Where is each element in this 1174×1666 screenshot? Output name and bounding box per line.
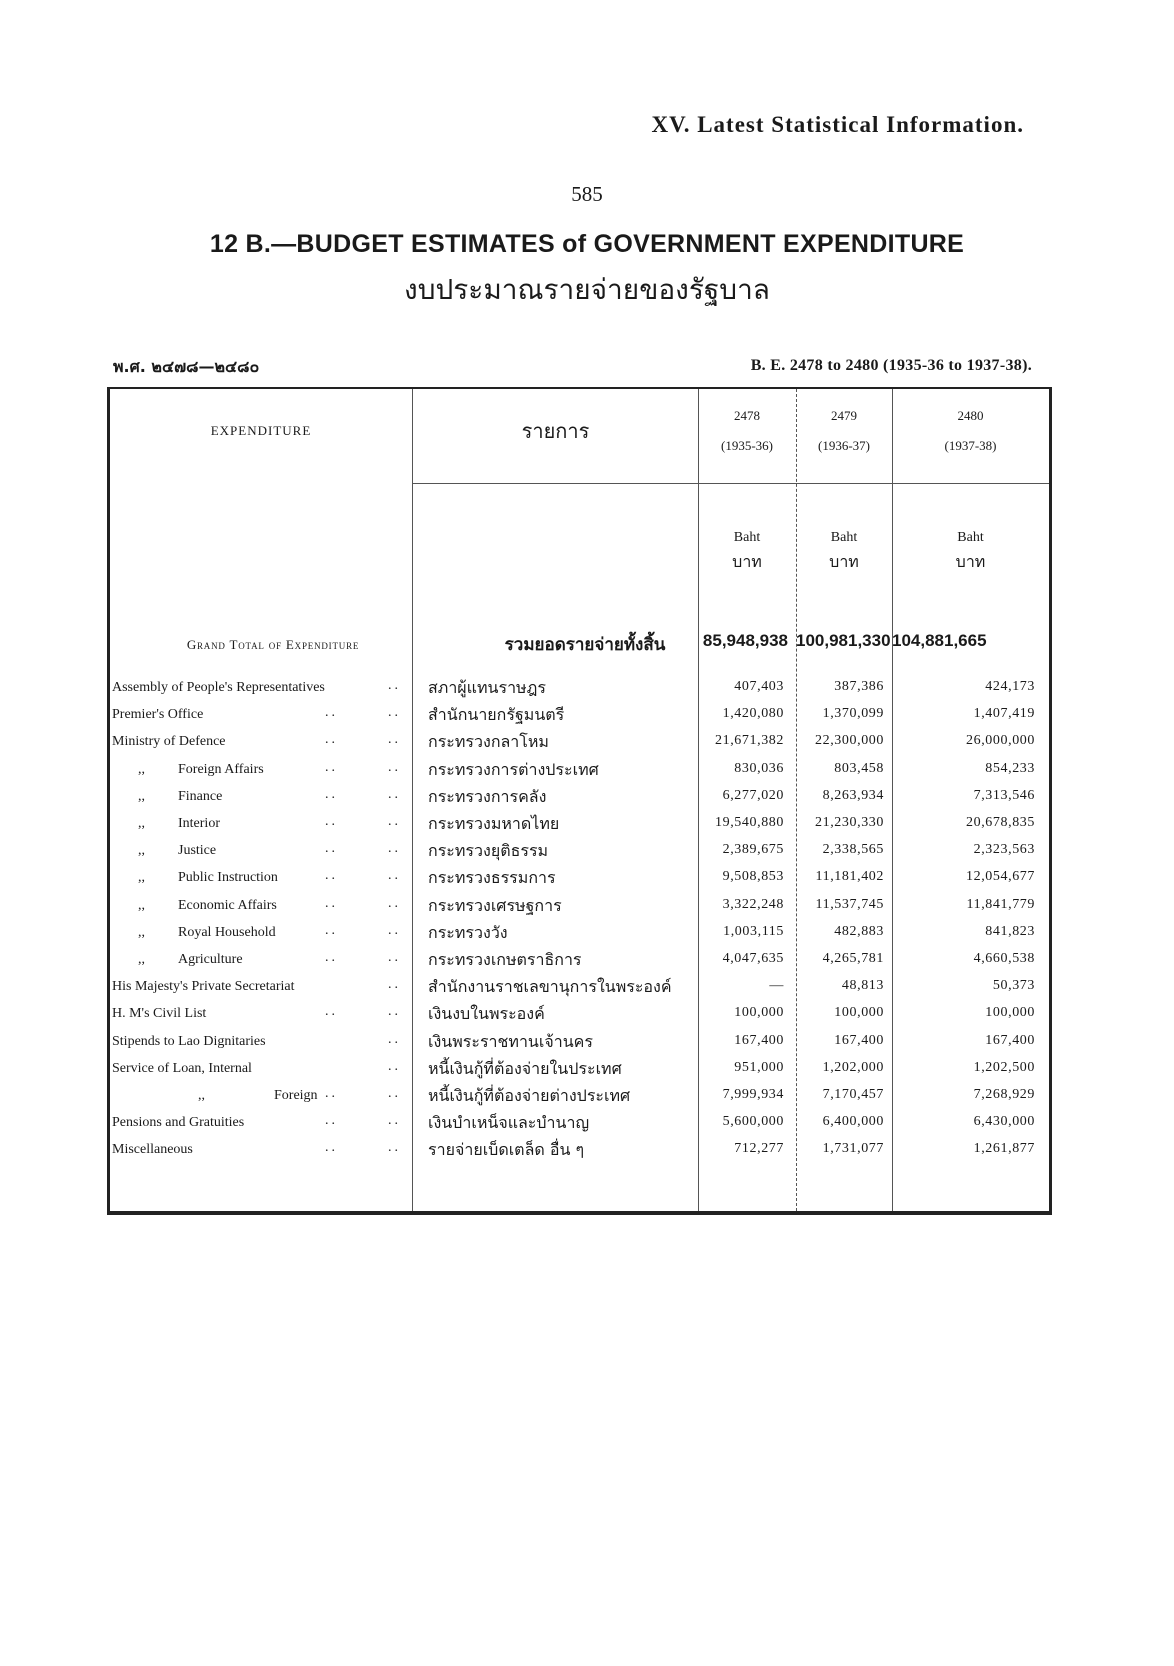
leader-dots: ..: [325, 732, 338, 748]
leader-dots: ..: [388, 1031, 401, 1047]
leader-dots: ..: [325, 705, 338, 721]
column-header-items-thai: รายการ: [521, 419, 590, 443]
row-label-thai: กระทรวงวัง: [428, 922, 508, 942]
row-label-english: Assembly of People's Representatives: [112, 680, 325, 695]
column-header-year-2: 2479 (1936-37): [818, 408, 870, 453]
leader-dots: ..: [325, 950, 338, 965]
grand-total-year-3: 104,881,665: [892, 631, 987, 650]
row-label-thai: กระทรวงการต่างประเทศ: [428, 759, 599, 779]
row-value-year-3: 841,823: [985, 923, 1035, 939]
table-row: [110, 1136, 1049, 1165]
row-value-year-3: 4,660,538: [973, 951, 1035, 966]
row-value-year-1: 19,540,880: [715, 815, 784, 830]
leader-dots: ..: [388, 895, 401, 911]
row-label-english: Service of Loan, Internal: [112, 1060, 252, 1076]
row-value-year-3: 100,000: [985, 1005, 1035, 1021]
row-value-year-3: 1,261,877: [973, 1141, 1035, 1157]
row-value-year-1: 21,671,382: [715, 733, 784, 749]
row-label-thai: สภาผู้แทนราษฎร: [428, 678, 546, 697]
row-value-year-1: 7,999,934: [722, 1087, 784, 1102]
date-range-thai: พ.ศ. ๒๔๗๘—๒๔๘๐: [113, 357, 260, 376]
row-label-thai: กระทรวงมหาดไทย: [428, 814, 560, 833]
row-label-english: Finance: [178, 788, 223, 804]
leader-dots: ..: [325, 759, 338, 775]
table-row: [110, 728, 1049, 757]
section-heading: XV. Latest Statistical Information.: [651, 112, 1024, 137]
row-label-english: Economic Affairs: [178, 897, 277, 913]
row-value-year-1: 167,400: [734, 1032, 784, 1048]
row-value-year-2: 8,263,934: [822, 787, 884, 803]
row-value-year-3: 26,000,000: [966, 733, 1035, 749]
leader-dots: ..: [388, 1140, 401, 1156]
row-value-year-1: 5,600,000: [722, 1114, 784, 1130]
row-value-year-1: 3,322,248: [722, 896, 784, 912]
row-label-english: Pensions and Gratuities: [112, 1115, 245, 1131]
row-value-year-2: 22,300,000: [815, 733, 884, 749]
row-value-year-2: 21,230,330: [815, 815, 884, 830]
table-row: [110, 919, 1049, 948]
row-value-year-2: 2,338,565: [822, 842, 884, 858]
table-row: [110, 1109, 1049, 1138]
unit-label-year-2: Baht บาท: [829, 530, 859, 571]
leader-dots: ..: [388, 977, 401, 993]
table-row: [110, 892, 1049, 921]
leader-dots: ..: [388, 786, 401, 802]
leader-dots: ..: [325, 1140, 338, 1156]
grand-total-label-english: Grand Total of Expenditure: [186, 637, 360, 652]
leader-dots: ..: [388, 868, 401, 884]
leader-dots: ..: [325, 1004, 338, 1020]
row-value-year-2: 48,813: [841, 978, 884, 994]
row-label-thai: รายจ่ายเบ็ดเตล็ด อื่น ๆ: [428, 1140, 585, 1160]
table-row: [110, 1055, 1049, 1084]
row-label-thai: สำนักงานราชเลขานุการในพระองค์: [428, 977, 672, 997]
row-value-year-1: 2,389,675: [722, 842, 784, 858]
row-value-year-1: 1,420,080: [722, 706, 784, 722]
row-value-year-2: 1,370,099: [822, 706, 884, 722]
row-value-year-3: 854,233: [985, 760, 1035, 776]
ditto-mark: ,,: [138, 816, 145, 831]
leader-dots: ..: [325, 895, 338, 911]
row-value-year-3: 50,373: [992, 978, 1035, 994]
ditto-mark: ,,: [138, 843, 145, 859]
row-value-year-1: 407,403: [734, 679, 784, 694]
row-label-thai: กระทรวงเกษตราธิการ: [428, 950, 582, 969]
leader-dots: ..: [388, 841, 401, 857]
row-label-thai: กระทรวงยุติธรรม: [428, 841, 549, 861]
row-label-english: Miscellaneous: [112, 1142, 193, 1158]
leader-dots: ..: [388, 678, 401, 693]
row-value-year-3: 6,430,000: [973, 1114, 1035, 1130]
row-value-year-1: 100,000: [734, 1005, 784, 1021]
row-value-year-1: 1,003,115: [723, 923, 784, 939]
header-divider: [413, 483, 1049, 484]
table-row: [110, 783, 1049, 812]
row-label-english: Ministry of Defence: [112, 734, 226, 750]
row-label-english: His Majesty's Private Secretariat: [112, 979, 295, 995]
row-value-year-1: 9,508,853: [722, 869, 784, 885]
ditto-mark: ,,: [138, 788, 145, 804]
grand-total-year-2: 100,981,330: [796, 631, 891, 650]
table-row: [110, 674, 1049, 703]
leader-dots: ..: [388, 1086, 401, 1101]
table-row: [110, 756, 1049, 785]
table-row: [110, 864, 1049, 893]
leader-dots: ..: [388, 814, 401, 829]
ditto-mark: ,,: [138, 761, 145, 777]
row-value-year-2: 11,537,745: [815, 896, 884, 912]
grand-total-label-thai: รวมยอดรายจ่ายทั้งสิ้น: [504, 635, 666, 655]
row-value-year-2: 387,386: [834, 679, 884, 694]
ditto-mark: ,,: [138, 897, 145, 913]
page-number: 585: [571, 182, 603, 206]
row-value-year-1: 712,277: [734, 1141, 784, 1157]
leader-dots: ..: [388, 759, 401, 775]
table-row: [110, 1028, 1049, 1057]
row-label-english: Public Instruction: [178, 870, 278, 886]
row-label-thai: สำนักนายกรัฐมนตรี: [428, 705, 565, 725]
column-header-year-1: 2478 (1935-36): [721, 408, 773, 453]
row-value-year-3: 7,268,929: [973, 1087, 1035, 1102]
leader-dots: ..: [325, 922, 338, 938]
ditto-mark: ,,: [138, 952, 145, 967]
table-row: [110, 837, 1049, 866]
table-row: [110, 701, 1049, 730]
row-label-english: Premier's Office: [112, 707, 204, 723]
row-label-thai: กระทรวงกลาโหม: [428, 732, 549, 752]
row-value-year-3: 1,202,500: [973, 1059, 1035, 1075]
column-header-expenditure: EXPENDITURE: [210, 423, 312, 438]
leader-dots: ..: [388, 1004, 401, 1020]
table-row: [110, 946, 1049, 975]
leader-dots: ..: [388, 1113, 401, 1129]
row-value-year-3: 20,678,835: [966, 815, 1035, 830]
unit-label-year-1: Baht บาท: [732, 530, 762, 571]
page-title-english: 12 B.—BUDGET ESTIMATES of GOVERNMENT EXPENDITURE: [209, 230, 965, 258]
unit-label-year-3: Baht บาท: [955, 530, 986, 571]
leader-dots: ..: [388, 705, 401, 721]
row-value-year-3: 2,323,563: [973, 842, 1035, 858]
row-value-year-2: 4,265,781: [822, 951, 884, 966]
row-value-year-3: 424,173: [985, 679, 1035, 694]
row-value-year-3: 11,841,779: [966, 896, 1035, 912]
row-value-year-2: 482,883: [834, 923, 884, 939]
row-value-year-2: 1,731,077: [822, 1141, 884, 1157]
row-label-english: Justice: [178, 843, 217, 859]
row-label-thai: หนี้เงินกู้ที่ต้องจ่ายต่างประเทศ: [428, 1086, 631, 1105]
row-value-year-2: 11,181,402: [815, 869, 884, 885]
row-label-thai: หนี้เงินกู้ที่ต้องจ่ายในประเทศ: [428, 1058, 622, 1078]
row-value-year-1: 6,277,020: [722, 787, 784, 803]
row-label-thai: กระทรวงธรรมการ: [428, 868, 556, 888]
ditto-mark: ,,: [138, 924, 145, 940]
row-label-thai: เงินพระราชทานเจ้านคร: [428, 1031, 593, 1051]
row-label-english: Agriculture: [178, 952, 243, 967]
row-label-english: Foreign: [274, 1088, 318, 1103]
row-value-year-2: 6,400,000: [822, 1114, 884, 1130]
leader-dots: ..: [388, 950, 401, 965]
table-row: [110, 1082, 1049, 1111]
row-label-thai: เงินงบในพระองค์: [428, 1004, 545, 1024]
leader-dots: ..: [388, 922, 401, 938]
leader-dots: ..: [325, 1113, 338, 1129]
row-label-english: Royal Household: [178, 924, 276, 940]
leader-dots: ..: [325, 786, 338, 802]
table-row: [110, 810, 1049, 839]
table-row: [110, 973, 1049, 1002]
row-label-thai: กระทรวงเศรษฐการ: [428, 895, 562, 915]
row-value-year-3: 7,313,546: [973, 787, 1035, 803]
ditto-mark: ,,: [138, 870, 145, 886]
row-value-year-1: —: [769, 978, 784, 994]
row-label-english: Interior: [178, 816, 220, 831]
row-value-year-1: 4,047,635: [722, 951, 784, 966]
expenditure-table: [107, 387, 1052, 1215]
row-value-year-3: 1,407,419: [973, 706, 1035, 722]
row-label-english: Stipends to Lao Dignitaries: [112, 1033, 266, 1049]
grand-total-year-1: 85,948,938: [702, 631, 788, 650]
column-header-year-3: 2480 (1937-38): [944, 408, 997, 453]
row-value-year-3: 167,400: [985, 1032, 1035, 1048]
row-label-thai: กระทรวงการคลัง: [428, 786, 547, 806]
row-value-year-2: 100,000: [834, 1005, 884, 1021]
row-value-year-2: 1,202,000: [822, 1059, 884, 1075]
leader-dots: ..: [325, 814, 338, 829]
leader-dots: ..: [325, 868, 338, 884]
page-title-thai: งบประมาณรายจ่ายของรัฐบาล: [404, 273, 770, 306]
ditto-mark: ,,: [198, 1088, 205, 1103]
leader-dots: ..: [325, 1086, 338, 1101]
leader-dots: ..: [388, 1058, 401, 1074]
date-range-english: B. E. 2478 to 2480 (1935-36 to 1937-38).: [750, 357, 1032, 374]
leader-dots: ..: [388, 732, 401, 748]
leader-dots: ..: [325, 841, 338, 857]
row-label-thai: เงินบำเหน็จและบำนาญ: [428, 1113, 590, 1133]
table-row: [110, 1000, 1049, 1029]
row-value-year-1: 951,000: [734, 1059, 784, 1075]
row-value-year-1: 830,036: [734, 760, 784, 776]
row-value-year-2: 7,170,457: [822, 1087, 884, 1102]
row-label-english: H. M's Civil List: [112, 1006, 207, 1022]
row-value-year-2: 167,400: [834, 1032, 884, 1048]
row-label-english: Foreign Affairs: [178, 761, 264, 777]
row-value-year-2: 803,458: [834, 760, 884, 776]
row-value-year-3: 12,054,677: [966, 869, 1035, 885]
